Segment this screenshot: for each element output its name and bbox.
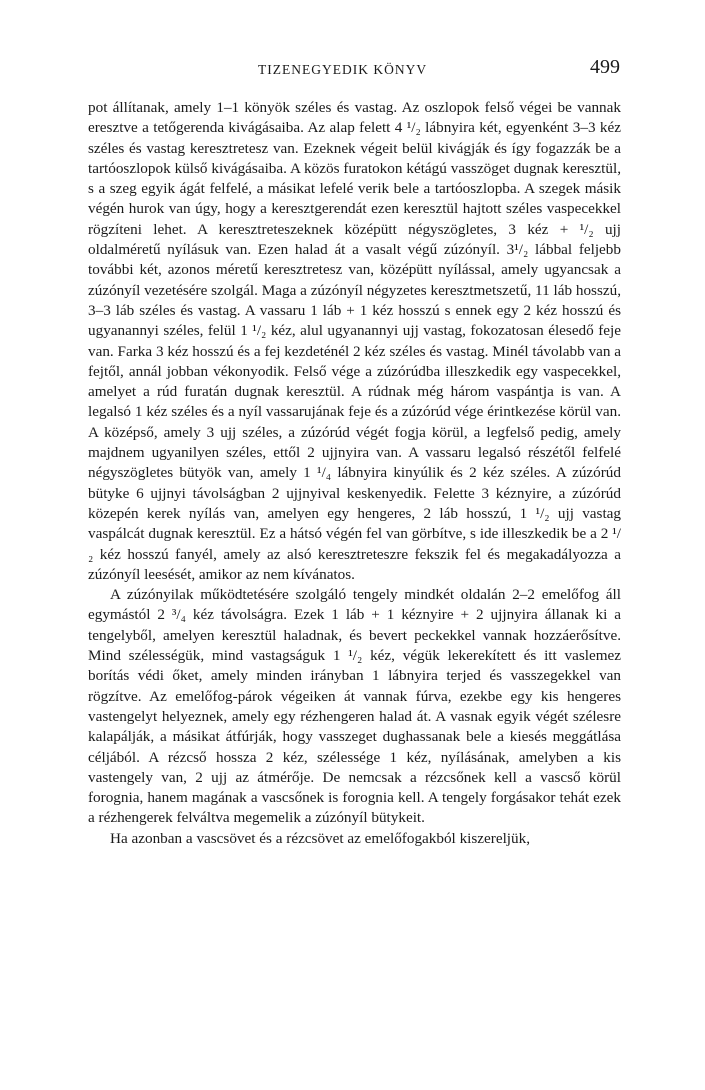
body-text (88, 98, 621, 849)
running-title: TIZENEGYEDIK KÖNYV (258, 62, 428, 77)
running-header (88, 56, 628, 86)
page-number: 499 (590, 56, 620, 78)
paragraph: pot állítanak, amely 1–1 könyök széles és vastag. Az oszlopok felső végei be vannak eresztve a tetőgerenda kivágásaiba. Az alap felett 4 ¹/₂ lábnyira két, egyenként 3–3 kéz széles és vastag keresztretesz van. Ezeknek végeit belül kivágják és így fogazzák be a tartóoszlopok külső kivágásaiba. A közös furatokon kétágú vasszöget dugnak keresztül, s a szeg egyik ágát felfelé, a másikat lefelé verik bele a tartóoszlopba. A szegek másik végén hurok van úgy, hogy a keresztgerendát ezen keresztül hajtott széles vaspecekkel rögzíteni lehet. A keresztreteszeknek középütt négyszögletes, 3 kéz + ¹/₂ ujj oldalméretű nyílásuk van. Ezen halad át a vasalt végű zúzónyíl. 3¹/₂ lábbal feljebb további két, azonos méretű keresztretesz van, középütt nyílással, amely ugyancsak a zúzónyíl vezetésére szolgál. Maga a zúzónyíl négyzetes keresztmetszetű, 11 láb hosszú, 3–3 láb széles és vastag. A vassaru 1 láb + 1 kéz hosszú s ennek egy 2 kéz hosszú és ugyanannyi széles, felül 1 ¹/₂ kéz, alul ugyanannyi ujj vastag, fokozatosan élesedő feje van. Farka 3 kéz hosszú és a fej kezdeténél 2 kéz széles és vastag. Minél távolabb van a fejtől, annál jobban vékonyodik. Felső vége a zúzórúdba illeszkedik egy vaspecekkel, amelyet a rúd furatán dugnak keresztül. A rúdnak még három vaspántja is van. A legalsó 1 kéz széles és a nyíl vassarujának feje és a zúzórúd vége érintkezése körül van. A középső, amely 3 ujj széles, a zúzórúd végét fogja körül, a legfelső pedig, amely majdnem ugyanilyen széles, ettől 2 ujjnyira van. A vassaru legalsó részétől felfelé négyszögletes bütyök van, amely 1 ¹/₄ lábnyira kinyúlik és 2 kéz széles. A zúzórúd bütyke 6 ujjnyi távolságban 2 ujjnyival keskenyedik. Felette 3 kéznyire, a zúzórúd közepén kerek nyílás van, amelyen egy hengeres, 2 láb hosszú, 1 ¹/₂ ujj vastag vaspálcát dugnak keresztül. Ez a hátsó végén fel van görbítve, s ide illeszkedik be a 2 ¹/₂ kéz hosszú fanyél, amely az alsó keresztreteszre fekszik fel és megakadályozza a zúzónyíl leesését, amikor az nem kívánatos. (88, 99, 621, 583)
paragraph: A zúzónyilak működtetésére szolgáló tengely mindkét oldalán 2–2 emelőfog áll egymástól 2 ³/₄ kéz távolságra. Ezek 1 láb + 1 kéznyire + 2 ujjnyira állanak ki a tengelyből, amelyen keresztül haladnak, és bevert peckekkel vannak hozzáerősítve. Mind szélességük, mind vastagságuk 1 ¹/₂ kéz, végük lekerekített és itt vaslemez borítás védi őket, amely minden irányban 1 lábnyira terjed és vasszegekkel van rögzítve. Az emelőfog-párok végeiken át vannak fúrva, ezekbe egy kis hengeres vastengelyt helyeznek, amely egy rézhengeren halad át. A vasnak egyik végét szélesre kalapálják, a másikat átfúrják, hogy vasszeget dughassanak bele a kiesés meggátlása céljából. A rézcső hossza 2 kéz, szélessége 1 kéz, nyílásának, amelyben a kis vastengely van, 2 ujj az átmérője. De nemcsak a rézcsőnek kell a vascső körül forognia, hanem magának a vascsőnek is forognia kell. A tengely forgásakor tehát ezek a rézhengerek felváltva megemelik a zúzónyíl bütykeit. (88, 586, 621, 827)
paragraph: Ha azonban a vascsövet és a rézcsövet az emelőfogakból kiszereljük, (110, 829, 530, 847)
